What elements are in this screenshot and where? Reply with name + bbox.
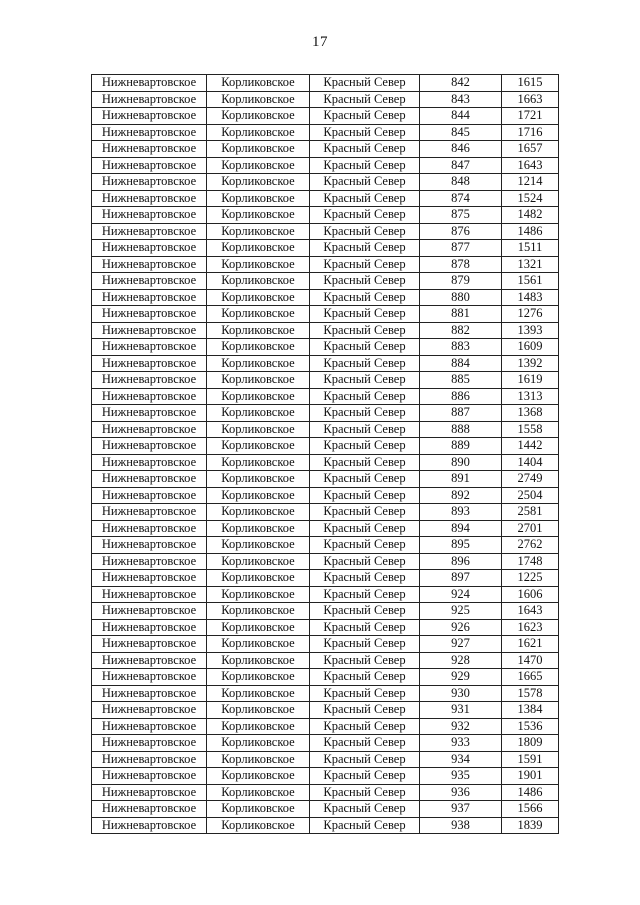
field-cell: Красный Север <box>310 718 420 735</box>
field-cell: Красный Север <box>310 157 420 174</box>
district-cell: Нижневартовское <box>92 751 207 768</box>
district-cell: Нижневартовское <box>92 124 207 141</box>
table-row <box>92 388 559 405</box>
license-area-cell: Корликовское <box>207 537 310 554</box>
value-cell: 2749 <box>502 471 559 488</box>
value-cell: 1486 <box>502 223 559 240</box>
value-cell: 1486 <box>502 784 559 801</box>
district-cell: Нижневартовское <box>92 141 207 158</box>
value-cell: 1643 <box>502 603 559 620</box>
license-area-cell: Корликовское <box>207 322 310 339</box>
page-number: 17 <box>312 34 328 50</box>
field-cell: Красный Север <box>310 784 420 801</box>
well-number-cell: 877 <box>420 240 502 257</box>
well-number-cell: 881 <box>420 306 502 323</box>
district-cell: Нижневартовское <box>92 454 207 471</box>
value-cell: 1511 <box>502 240 559 257</box>
license-area-cell: Корликовское <box>207 504 310 521</box>
license-area-cell: Корликовское <box>207 603 310 620</box>
well-number-cell: 848 <box>420 174 502 191</box>
field-cell: Красный Север <box>310 91 420 108</box>
well-number-cell: 884 <box>420 355 502 372</box>
table-row <box>92 619 559 636</box>
value-cell: 1809 <box>502 735 559 752</box>
field-cell: Красный Север <box>310 520 420 537</box>
value-cell: 2762 <box>502 537 559 554</box>
well-number-cell: 885 <box>420 372 502 389</box>
value-cell: 1901 <box>502 768 559 785</box>
well-number-cell: 938 <box>420 817 502 834</box>
well-number-cell: 847 <box>420 157 502 174</box>
district-cell: Нижневартовское <box>92 108 207 125</box>
district-cell: Нижневартовское <box>92 339 207 356</box>
value-cell: 1470 <box>502 652 559 669</box>
field-cell: Красный Север <box>310 174 420 191</box>
district-cell: Нижневартовское <box>92 685 207 702</box>
value-cell: 1536 <box>502 718 559 735</box>
district-cell: Нижневартовское <box>92 207 207 224</box>
well-number-cell: 844 <box>420 108 502 125</box>
license-area-cell: Корликовское <box>207 355 310 372</box>
district-cell: Нижневартовское <box>92 306 207 323</box>
well-number-cell: 845 <box>420 124 502 141</box>
license-area-cell: Корликовское <box>207 702 310 719</box>
field-cell: Красный Север <box>310 702 420 719</box>
field-cell: Красный Север <box>310 388 420 405</box>
value-cell: 1368 <box>502 405 559 422</box>
value-cell: 1619 <box>502 372 559 389</box>
table-row <box>92 718 559 735</box>
license-area-cell: Корликовское <box>207 190 310 207</box>
well-number-cell: 878 <box>420 256 502 273</box>
field-cell: Красный Север <box>310 537 420 554</box>
table-row <box>92 537 559 554</box>
license-area-cell: Корликовское <box>207 636 310 653</box>
value-cell: 1393 <box>502 322 559 339</box>
well-number-cell: 934 <box>420 751 502 768</box>
well-number-cell: 888 <box>420 421 502 438</box>
well-number-cell: 928 <box>420 652 502 669</box>
license-area-cell: Корликовское <box>207 438 310 455</box>
license-area-cell: Корликовское <box>207 685 310 702</box>
table-row <box>92 141 559 158</box>
table-row <box>92 273 559 290</box>
district-cell: Нижневартовское <box>92 388 207 405</box>
license-area-cell: Корликовское <box>207 784 310 801</box>
value-cell: 1483 <box>502 289 559 306</box>
table-row <box>92 735 559 752</box>
value-cell: 1609 <box>502 339 559 356</box>
license-area-cell: Корликовское <box>207 586 310 603</box>
value-cell: 1276 <box>502 306 559 323</box>
district-cell: Нижневартовское <box>92 784 207 801</box>
table-row <box>92 75 559 92</box>
well-number-cell: 926 <box>420 619 502 636</box>
field-cell: Красный Север <box>310 768 420 785</box>
license-area-cell: Корликовское <box>207 751 310 768</box>
license-area-cell: Корликовское <box>207 801 310 818</box>
value-cell: 1621 <box>502 636 559 653</box>
table-row <box>92 636 559 653</box>
field-cell: Красный Север <box>310 669 420 686</box>
table-row <box>92 421 559 438</box>
field-cell: Красный Север <box>310 405 420 422</box>
license-area-cell: Корликовское <box>207 570 310 587</box>
field-cell: Красный Север <box>310 570 420 587</box>
field-cell: Красный Север <box>310 355 420 372</box>
value-cell: 1615 <box>502 75 559 92</box>
license-area-cell: Корликовское <box>207 273 310 290</box>
license-area-cell: Корликовское <box>207 157 310 174</box>
well-number-cell: 874 <box>420 190 502 207</box>
table-row <box>92 372 559 389</box>
field-cell: Красный Север <box>310 306 420 323</box>
value-cell: 1663 <box>502 91 559 108</box>
field-cell: Красный Север <box>310 339 420 356</box>
table-row <box>92 471 559 488</box>
table-row <box>92 355 559 372</box>
well-number-cell: 842 <box>420 75 502 92</box>
district-cell: Нижневартовское <box>92 405 207 422</box>
table-row <box>92 91 559 108</box>
license-area-cell: Корликовское <box>207 141 310 158</box>
table-row <box>92 256 559 273</box>
value-cell: 2581 <box>502 504 559 521</box>
district-cell: Нижневартовское <box>92 718 207 735</box>
field-cell: Красный Север <box>310 190 420 207</box>
well-number-cell: 882 <box>420 322 502 339</box>
district-cell: Нижневартовское <box>92 553 207 570</box>
value-cell: 1591 <box>502 751 559 768</box>
table-row <box>92 438 559 455</box>
value-cell: 1225 <box>502 570 559 587</box>
field-cell: Красный Север <box>310 751 420 768</box>
well-number-cell: 880 <box>420 289 502 306</box>
license-area-cell: Корликовское <box>207 619 310 636</box>
district-cell: Нижневартовское <box>92 355 207 372</box>
well-number-cell: 937 <box>420 801 502 818</box>
value-cell: 1839 <box>502 817 559 834</box>
license-area-cell: Корликовское <box>207 108 310 125</box>
district-cell: Нижневартовское <box>92 421 207 438</box>
district-cell: Нижневартовское <box>92 174 207 191</box>
well-number-cell: 897 <box>420 570 502 587</box>
table-row <box>92 190 559 207</box>
district-cell: Нижневартовское <box>92 570 207 587</box>
document-table <box>91 74 559 834</box>
district-cell: Нижневартовское <box>92 256 207 273</box>
district-cell: Нижневартовское <box>92 817 207 834</box>
table-row <box>92 685 559 702</box>
district-cell: Нижневартовское <box>92 735 207 752</box>
district-cell: Нижневартовское <box>92 372 207 389</box>
well-number-cell: 875 <box>420 207 502 224</box>
license-area-cell: Корликовское <box>207 817 310 834</box>
field-cell: Красный Север <box>310 636 420 653</box>
field-cell: Красный Север <box>310 504 420 521</box>
well-number-cell: 931 <box>420 702 502 719</box>
table-row <box>92 454 559 471</box>
district-cell: Нижневартовское <box>92 223 207 240</box>
district-cell: Нижневартовское <box>92 289 207 306</box>
value-cell: 1404 <box>502 454 559 471</box>
table-row <box>92 586 559 603</box>
table-row <box>92 487 559 504</box>
table-row <box>92 289 559 306</box>
value-cell: 1657 <box>502 141 559 158</box>
well-number-cell: 846 <box>420 141 502 158</box>
value-cell: 1566 <box>502 801 559 818</box>
field-cell: Красный Север <box>310 273 420 290</box>
license-area-cell: Корликовское <box>207 735 310 752</box>
well-number-cell: 883 <box>420 339 502 356</box>
table-row <box>92 240 559 257</box>
value-cell: 1606 <box>502 586 559 603</box>
district-cell: Нижневартовское <box>92 652 207 669</box>
well-number-cell: 892 <box>420 487 502 504</box>
field-cell: Красный Север <box>310 75 420 92</box>
field-cell: Красный Север <box>310 438 420 455</box>
license-area-cell: Корликовское <box>207 306 310 323</box>
field-cell: Красный Север <box>310 454 420 471</box>
well-number-cell: 896 <box>420 553 502 570</box>
license-area-cell: Корликовское <box>207 289 310 306</box>
field-cell: Красный Север <box>310 801 420 818</box>
license-area-cell: Корликовское <box>207 553 310 570</box>
table-row <box>92 751 559 768</box>
table-row <box>92 801 559 818</box>
table-row <box>92 339 559 356</box>
field-cell: Красный Север <box>310 817 420 834</box>
well-number-cell: 889 <box>420 438 502 455</box>
field-cell: Красный Север <box>310 223 420 240</box>
value-cell: 1748 <box>502 553 559 570</box>
value-cell: 2701 <box>502 520 559 537</box>
field-cell: Красный Север <box>310 471 420 488</box>
table-row <box>92 207 559 224</box>
table-row <box>92 322 559 339</box>
license-area-cell: Корликовское <box>207 372 310 389</box>
field-cell: Красный Север <box>310 421 420 438</box>
license-area-cell: Корликовское <box>207 207 310 224</box>
table-row <box>92 504 559 521</box>
license-area-cell: Корликовское <box>207 471 310 488</box>
field-cell: Красный Север <box>310 108 420 125</box>
table-row <box>92 652 559 669</box>
value-cell: 1623 <box>502 619 559 636</box>
well-number-cell: 924 <box>420 586 502 603</box>
license-area-cell: Корликовское <box>207 718 310 735</box>
well-number-cell: 927 <box>420 636 502 653</box>
license-area-cell: Корликовское <box>207 256 310 273</box>
value-cell: 1524 <box>502 190 559 207</box>
table-row <box>92 784 559 801</box>
well-number-cell: 930 <box>420 685 502 702</box>
value-cell: 1558 <box>502 421 559 438</box>
district-cell: Нижневартовское <box>92 273 207 290</box>
license-area-cell: Корликовское <box>207 520 310 537</box>
license-area-cell: Корликовское <box>207 91 310 108</box>
field-cell: Красный Север <box>310 372 420 389</box>
field-cell: Красный Север <box>310 603 420 620</box>
district-cell: Нижневартовское <box>92 157 207 174</box>
license-area-cell: Корликовское <box>207 339 310 356</box>
value-cell: 1561 <box>502 273 559 290</box>
license-area-cell: Корликовское <box>207 405 310 422</box>
well-number-cell: 936 <box>420 784 502 801</box>
value-cell: 1392 <box>502 355 559 372</box>
district-cell: Нижневартовское <box>92 603 207 620</box>
district-cell: Нижневартовское <box>92 520 207 537</box>
well-number-cell: 886 <box>420 388 502 405</box>
district-cell: Нижневартовское <box>92 636 207 653</box>
district-cell: Нижневартовское <box>92 669 207 686</box>
well-number-cell: 887 <box>420 405 502 422</box>
well-number-cell: 890 <box>420 454 502 471</box>
well-number-cell: 925 <box>420 603 502 620</box>
district-cell: Нижневартовское <box>92 322 207 339</box>
field-cell: Красный Север <box>310 207 420 224</box>
table-row <box>92 157 559 174</box>
district-cell: Нижневартовское <box>92 487 207 504</box>
table-row <box>92 603 559 620</box>
well-number-cell: 935 <box>420 768 502 785</box>
field-cell: Красный Север <box>310 240 420 257</box>
field-cell: Красный Север <box>310 586 420 603</box>
table-body <box>92 75 559 834</box>
well-number-cell: 895 <box>420 537 502 554</box>
license-area-cell: Корликовское <box>207 174 310 191</box>
district-cell: Нижневартовское <box>92 537 207 554</box>
license-area-cell: Корликовское <box>207 75 310 92</box>
well-number-cell: 894 <box>420 520 502 537</box>
value-cell: 1643 <box>502 157 559 174</box>
district-cell: Нижневартовское <box>92 240 207 257</box>
license-area-cell: Корликовское <box>207 421 310 438</box>
value-cell: 1442 <box>502 438 559 455</box>
license-area-cell: Корликовское <box>207 124 310 141</box>
table-row <box>92 669 559 686</box>
district-cell: Нижневартовское <box>92 619 207 636</box>
table-row <box>92 405 559 422</box>
district-cell: Нижневартовское <box>92 438 207 455</box>
district-cell: Нижневартовское <box>92 504 207 521</box>
field-cell: Красный Север <box>310 124 420 141</box>
district-cell: Нижневартовское <box>92 702 207 719</box>
value-cell: 2504 <box>502 487 559 504</box>
district-cell: Нижневартовское <box>92 586 207 603</box>
field-cell: Красный Север <box>310 652 420 669</box>
license-area-cell: Корликовское <box>207 652 310 669</box>
table-row <box>92 306 559 323</box>
license-area-cell: Корликовское <box>207 388 310 405</box>
district-cell: Нижневартовское <box>92 190 207 207</box>
table-row <box>92 817 559 834</box>
district-cell: Нижневартовское <box>92 801 207 818</box>
district-cell: Нижневартовское <box>92 471 207 488</box>
license-area-cell: Корликовское <box>207 454 310 471</box>
table-row <box>92 108 559 125</box>
value-cell: 1214 <box>502 174 559 191</box>
well-number-cell: 929 <box>420 669 502 686</box>
field-cell: Красный Север <box>310 685 420 702</box>
value-cell: 1665 <box>502 669 559 686</box>
license-area-cell: Корликовское <box>207 487 310 504</box>
license-area-cell: Корликовское <box>207 768 310 785</box>
field-cell: Красный Север <box>310 289 420 306</box>
district-cell: Нижневартовское <box>92 75 207 92</box>
field-cell: Красный Север <box>310 141 420 158</box>
license-area-cell: Корликовское <box>207 669 310 686</box>
field-cell: Красный Север <box>310 487 420 504</box>
field-cell: Красный Север <box>310 735 420 752</box>
table-row <box>92 768 559 785</box>
table-row <box>92 570 559 587</box>
well-number-cell: 879 <box>420 273 502 290</box>
well-number-cell: 876 <box>420 223 502 240</box>
value-cell: 1313 <box>502 388 559 405</box>
field-cell: Красный Север <box>310 553 420 570</box>
district-cell: Нижневартовское <box>92 91 207 108</box>
table-row <box>92 223 559 240</box>
table-row <box>92 124 559 141</box>
well-number-cell: 843 <box>420 91 502 108</box>
well-number-cell: 893 <box>420 504 502 521</box>
field-cell: Красный Север <box>310 322 420 339</box>
document-table-container <box>91 74 558 834</box>
license-area-cell: Корликовское <box>207 240 310 257</box>
well-number-cell: 932 <box>420 718 502 735</box>
table-row <box>92 520 559 537</box>
value-cell: 1578 <box>502 685 559 702</box>
table-row <box>92 174 559 191</box>
value-cell: 1321 <box>502 256 559 273</box>
well-number-cell: 933 <box>420 735 502 752</box>
well-number-cell: 891 <box>420 471 502 488</box>
field-cell: Красный Север <box>310 256 420 273</box>
value-cell: 1721 <box>502 108 559 125</box>
value-cell: 1384 <box>502 702 559 719</box>
district-cell: Нижневартовское <box>92 768 207 785</box>
table-row <box>92 702 559 719</box>
table-row <box>92 553 559 570</box>
field-cell: Красный Север <box>310 619 420 636</box>
license-area-cell: Корликовское <box>207 223 310 240</box>
value-cell: 1716 <box>502 124 559 141</box>
value-cell: 1482 <box>502 207 559 224</box>
